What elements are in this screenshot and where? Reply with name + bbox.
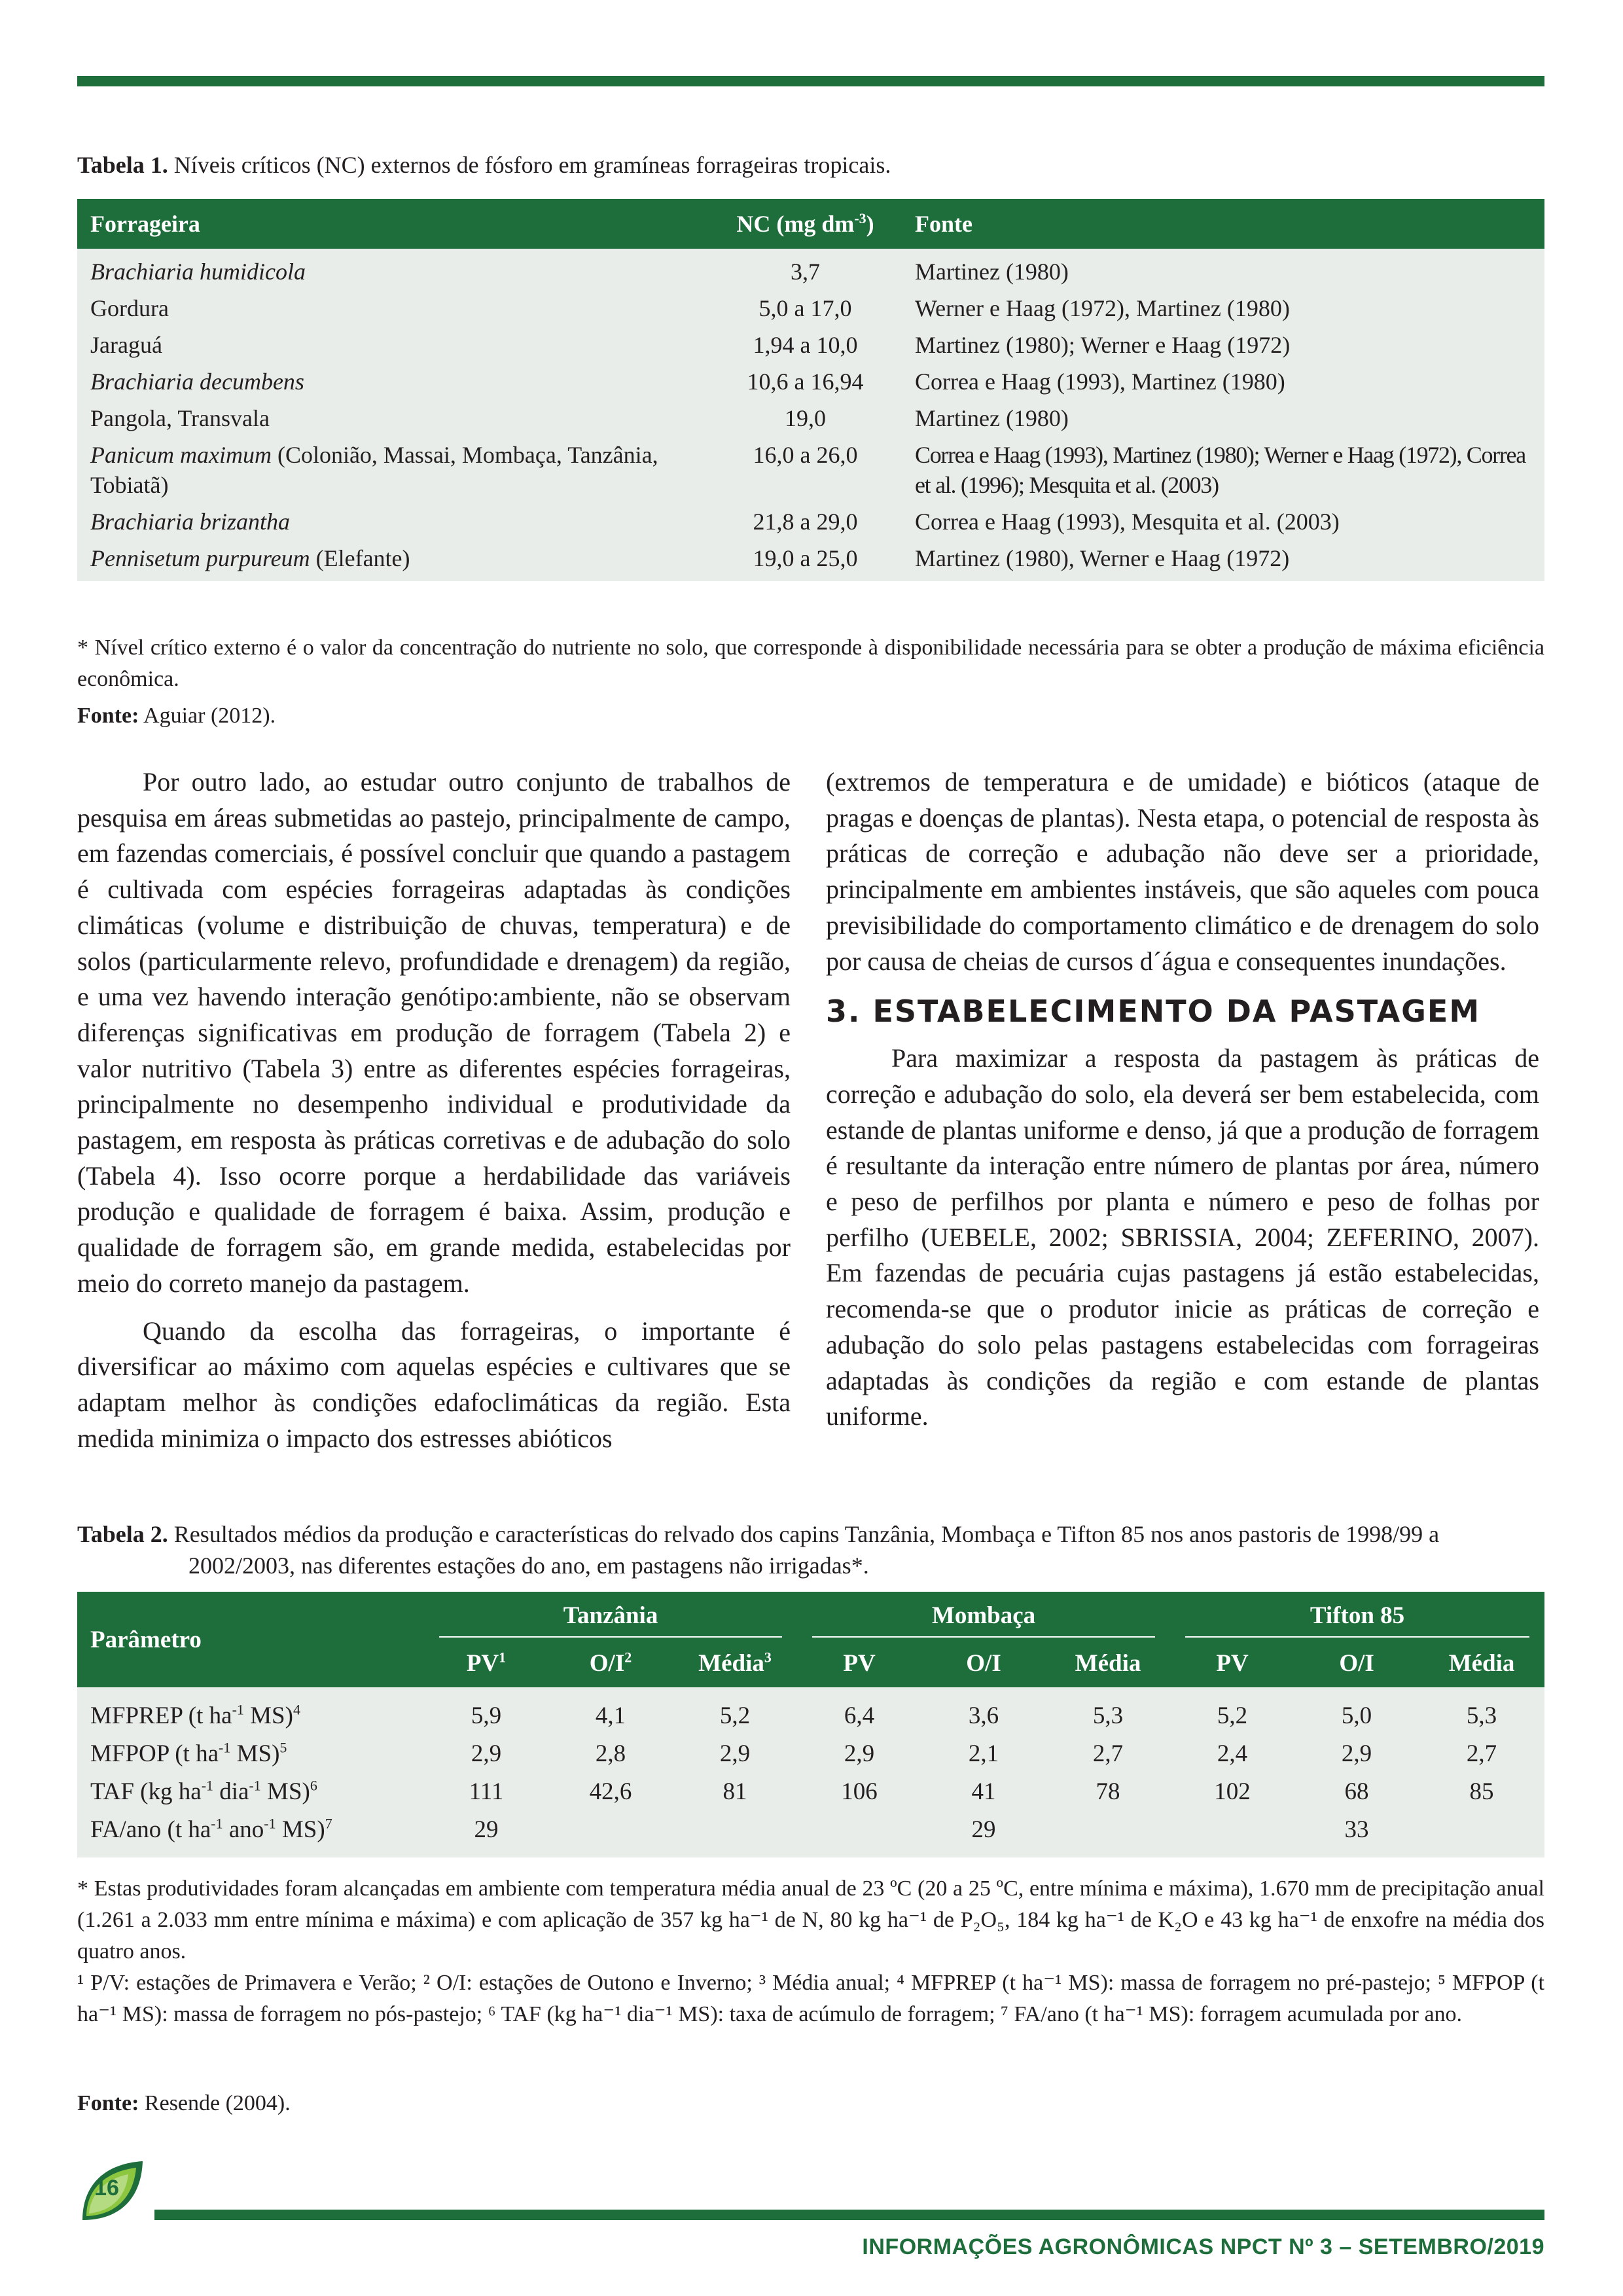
- table-row: [77, 1810, 1544, 1857]
- value-cell: [1046, 1810, 1170, 1857]
- parameter-text: dia: [213, 1778, 249, 1805]
- parameter-sup: 7: [325, 1815, 332, 1832]
- forrageira-cell: [77, 503, 709, 540]
- nc-cell: 19,0 a 25,0: [753, 545, 858, 571]
- subheader-text: O/I: [589, 1649, 625, 1677]
- forrageira-cell: [77, 249, 709, 290]
- value-cell: 4,1: [595, 1702, 626, 1729]
- value-cell: 85: [1469, 1778, 1494, 1805]
- subheader-media: [673, 1639, 797, 1687]
- fonte-cell: Martinez (1980); Werner e Haag (1972): [915, 332, 1291, 358]
- subheader-oi: O/I: [921, 1639, 1046, 1687]
- nc-header-text: NC (mg dm: [736, 211, 855, 237]
- value-cell: 6,4: [844, 1702, 875, 1729]
- species-rest: (Elefante): [310, 545, 410, 571]
- parameter-sup: 4: [293, 1701, 300, 1718]
- value-cell: 33: [1344, 1816, 1369, 1843]
- table-row: [77, 327, 1544, 363]
- parameter-sup: -1: [219, 1739, 231, 1756]
- fonte-cell: Martinez (1980): [915, 405, 1069, 431]
- nc-cell: 3,7: [791, 259, 820, 285]
- section-heading: 3. ESTABELECIMENTO DA PASTAGEM: [826, 994, 1481, 1030]
- right-column: [826, 764, 1539, 1446]
- journal-footer: INFORMAÇÕES AGRONÔMICAS NPCT Nº 3 – SETEMBRO/2019: [862, 2234, 1544, 2259]
- bottom-rule: [154, 2210, 1544, 2220]
- table2-notes: [77, 1873, 1544, 2030]
- subheader-oi: [548, 1639, 673, 1687]
- value-cell: 68: [1344, 1778, 1369, 1805]
- table2: [77, 1592, 1544, 1857]
- subheader-oi: O/I: [1294, 1639, 1419, 1687]
- table1-source: [77, 700, 1544, 732]
- species-rest: Pangola, Transvala: [90, 405, 270, 431]
- parameter-text: MS): [230, 1740, 280, 1767]
- table2-group-tifton: [1170, 1592, 1544, 1639]
- fonte-cell: Correa e Haag (1993), Martinez (1980); Werner e Haag (1972), Correa et al. (1996); Mesquita et al. (2003): [915, 442, 1525, 498]
- table1-header-fonte: Fonte: [902, 199, 1544, 249]
- table2-source-label: Fonte:: [77, 2091, 139, 2115]
- value-cell: 78: [1096, 1778, 1120, 1805]
- fonte-cell: Martinez (1980), Werner e Haag (1972): [915, 545, 1290, 571]
- group-underline: [812, 1636, 1155, 1638]
- value-cell: [1419, 1810, 1544, 1857]
- value-cell: 81: [722, 1778, 747, 1805]
- subheader-pv: PV: [797, 1639, 921, 1687]
- table2-caption: [77, 1518, 1544, 1581]
- value-cell: 5,3: [1092, 1702, 1124, 1729]
- table-row: [77, 503, 1544, 540]
- table2-note-star: * Estas produtividades foram alcançadas em ambiente com temperatura média anual de 23 ºC (20 a 25 ºC, entre mínima e máxima), 1.670 mm de precipitação anual (1.261 a 2.033 mm entre mínima e máxima) e com aplicação de 357 kg ha⁻¹ de N, 80 kg ha⁻¹ de P₂O₅, 184 kg ha⁻¹ de K₂O e 43 kg ha⁻¹ de enxofre na média dos quatro anos.: [77, 1876, 1544, 1964]
- table2-wrapper: [77, 1592, 1544, 1857]
- value-cell: 29: [971, 1816, 996, 1843]
- parameter-sup: -1: [264, 1815, 276, 1832]
- table2-header-parametro: Parâmetro: [77, 1592, 424, 1687]
- parameter-text: MS): [276, 1816, 325, 1843]
- value-cell: 41: [971, 1778, 996, 1805]
- subheader-sup: 3: [764, 1649, 772, 1666]
- forrageira-cell: [77, 290, 709, 327]
- nc-header-sup: -3: [854, 210, 866, 226]
- value-cell: [1170, 1810, 1294, 1857]
- table1-caption-text: Níveis críticos (NC) externos de fósforo em gramíneas forrageiras tropicais.: [168, 152, 891, 178]
- table-row: [77, 290, 1544, 327]
- paragraph: (extremos de temperatura e de umidade) e bióticos (ataque de pragas e doenças de plantas). Nesta etapa, o potencial de resposta às práticas de correção e adubação não deve ser a prioridade, principalmente em ambientes instáveis, que são aqueles com pouca previsibilidade do comportamento climático e de drenagem do solo por causa de cheias de cursos d´água e consequentes inundações.: [826, 767, 1539, 976]
- table2-group-tanzania: [424, 1592, 797, 1639]
- table1-note: * Nível crítico externo é o valor da concentração do nutriente no solo, que corresponde à disponibilidade necessária para se obter a produção de máxima eficiência econômica.: [77, 636, 1544, 691]
- species-italic: Brachiaria humidicola: [90, 259, 306, 285]
- table-row: [77, 400, 1544, 437]
- subheader-text: Média: [698, 1649, 764, 1677]
- parameter-text: MFPOP (t ha: [90, 1740, 219, 1767]
- nc-header-close: ): [866, 211, 874, 237]
- parameter-text: MS): [243, 1702, 293, 1729]
- species-italic: Panicum maximum: [90, 442, 272, 468]
- value-cell: 2,8: [595, 1740, 626, 1767]
- parameter-sup: -1: [201, 1777, 214, 1794]
- table-row: [77, 249, 1544, 290]
- left-column: [77, 764, 791, 1468]
- subheader-sup: 2: [624, 1649, 632, 1666]
- table1-header-forrageira: Forrageira: [77, 199, 709, 249]
- parameter-text: FA/ano (t ha: [90, 1816, 211, 1843]
- parameter-sup: -1: [232, 1701, 244, 1718]
- group-label: Tanzânia: [563, 1602, 658, 1629]
- forrageira-cell: [77, 400, 709, 437]
- forrageira-cell: [77, 327, 709, 363]
- group-label: Tifton 85: [1310, 1602, 1405, 1629]
- value-cell: 29: [474, 1816, 499, 1843]
- value-cell: 2,9: [844, 1740, 875, 1767]
- subheader-pv: [424, 1639, 548, 1687]
- subheader-text: PV: [466, 1649, 499, 1677]
- nc-cell: 10,6 a 16,94: [747, 368, 864, 395]
- value-cell: 2,9: [471, 1740, 502, 1767]
- value-cell: 2,1: [968, 1740, 999, 1767]
- fonte-cell: Correa e Haag (1993), Martinez (1980): [915, 368, 1285, 395]
- forrageira-cell: [77, 363, 709, 400]
- group-underline: [439, 1636, 782, 1638]
- table2-caption-text: Resultados médios da produção e características do relvado dos capins Tanzânia, Mombaça e Tifton 85 nos anos pastoris de 1998/99 a 2002/2003, nas diferentes estações do ano, em pastagens não irrigadas*.: [168, 1521, 1440, 1579]
- group-label: Mombaça: [931, 1602, 1036, 1629]
- value-cell: 2,9: [719, 1740, 751, 1767]
- value-cell: 5,0: [1341, 1702, 1372, 1729]
- parameter-sup: 6: [310, 1777, 317, 1794]
- value-cell: [797, 1810, 921, 1857]
- parameter-sup: -1: [211, 1815, 223, 1832]
- value-cell: 5,2: [719, 1702, 751, 1729]
- table-row: [77, 1687, 1544, 1734]
- value-cell: 5,3: [1466, 1702, 1497, 1729]
- nc-cell: 19,0: [785, 405, 826, 431]
- table1-caption-label: Tabela 1.: [77, 152, 168, 178]
- value-cell: 5,2: [1217, 1702, 1248, 1729]
- value-cell: 106: [841, 1778, 878, 1805]
- parameter-text: MFPREP (t ha: [90, 1702, 232, 1729]
- value-cell: 42,6: [589, 1778, 632, 1805]
- parameter-text: TAF (kg ha: [90, 1778, 202, 1805]
- table1-header-nc: [709, 199, 902, 249]
- species-italic: Brachiaria decumbens: [90, 368, 304, 395]
- parameter-sup: -1: [249, 1777, 261, 1794]
- value-cell: [673, 1810, 797, 1857]
- subheader-media: Média: [1046, 1639, 1170, 1687]
- table-row: [77, 1772, 1544, 1810]
- table-row: [77, 540, 1544, 581]
- table1-header-row: [77, 199, 1544, 249]
- table-row: [77, 437, 1544, 503]
- table2-caption-label: Tabela 2.: [77, 1521, 168, 1547]
- parameter-cell: [77, 1734, 424, 1772]
- parameter-cell: [77, 1810, 424, 1857]
- species-rest: Gordura: [90, 295, 169, 321]
- forrageira-cell: [77, 540, 709, 581]
- value-cell: 2,9: [1341, 1740, 1372, 1767]
- top-rule: [77, 76, 1544, 86]
- species-rest: (Colonião, Massai, Mombaça, Tanzânia, Tobiatã): [90, 442, 658, 498]
- value-cell: 111: [469, 1778, 504, 1805]
- table1-source-label: Fonte:: [77, 704, 139, 728]
- parameter-cell: [77, 1772, 424, 1810]
- nc-cell: 5,0 a 17,0: [758, 295, 852, 321]
- fonte-cell: Martinez (1980): [915, 259, 1069, 285]
- parameter-text: MS): [260, 1778, 310, 1805]
- group-underline: [1185, 1636, 1529, 1638]
- parameter-sup: 5: [279, 1739, 287, 1756]
- species-rest: Jaraguá: [90, 332, 162, 358]
- fonte-cell: Correa e Haag (1993), Mesquita et al. (2003): [915, 509, 1340, 535]
- value-cell: [548, 1810, 673, 1857]
- value-cell: 3,6: [968, 1702, 999, 1729]
- table2-header-row-1: [77, 1592, 1544, 1639]
- subheader-pv: PV: [1170, 1639, 1294, 1687]
- nc-cell: 1,94 a 10,0: [753, 332, 858, 358]
- table2-source-text: Resende (2004).: [139, 2091, 291, 2115]
- subheader-media: Média: [1419, 1639, 1544, 1687]
- value-cell: 5,9: [471, 1702, 502, 1729]
- paragraph: Por outro lado, ao estudar outro conjunto de trabalhos de pesquisa em áreas submetidas ao pastejo, principalmente de campo, em fazendas comerciais, é possível concluir que quando a pastagem é cultivada com espécies forrageiras adaptadas às condições climáticas (volume e distribuição de chuvas, temperatura) e de solos (particularmente relevo, profundidade e drenagem) da região, e uma vez havendo interação genótipo:ambiente, não se observam diferenças significativas em produção de forragem (Tabela 2) e valor nutritivo (Tabela 3) entre as diferentes espécies forrageiras, principalmente no desempenho individual e produtividade da pastagem, em resposta às práticas corretivas e de adubação do solo (Tabela 4). Isso ocorre porque a herdabilidade das variáveis produção e qualidade de forragem é baixa. Assim, produção e qualidade de forragem são, em grande medida, estabelecidas por meio do correto manejo da pastagem.: [77, 767, 791, 1298]
- value-cell: 102: [1214, 1778, 1251, 1805]
- paragraph: Quando da escolha das forrageiras, o importante é diversificar ao máximo com aquelas espécies e cultivares que se adaptam melhor às condições edafoclimáticas da região. Esta medida minimiza o impacto dos estresses abióticos: [77, 1316, 791, 1453]
- table2-body: [77, 1687, 1544, 1857]
- table-row: [77, 1734, 1544, 1772]
- forrageira-cell: [77, 437, 709, 503]
- page-number: 16: [94, 2176, 119, 2200]
- value-cell: 2,7: [1092, 1740, 1124, 1767]
- value-cell: 2,7: [1466, 1740, 1497, 1767]
- species-italic: Pennisetum purpureum: [90, 545, 310, 571]
- table1-caption: [77, 149, 1543, 181]
- nc-cell: 21,8 a 29,0: [753, 509, 858, 535]
- table2-group-mombaca: [797, 1592, 1170, 1639]
- species-italic: Brachiaria brizantha: [90, 509, 291, 535]
- parameter-text: ano: [223, 1816, 264, 1843]
- table1: [77, 199, 1544, 581]
- paragraph: Para maximizar a resposta da pastagem às práticas de correção e adubação do solo, ela deverá ser bem estabelecida, com estande de plantas uniforme e denso, já que a produção de forragem é resultante da interação entre número de plantas por área, número e peso de perfilhos por planta e número e peso de folhas por perfilho (UEBELE, 2002; SBRISSIA, 2004; ZEFERINO, 2007). Em fazendas de pecuária cujas pastagens já estão estabelecidas, recomenda-se que o produtor inicie as práticas de correção e adubação do solo pelas pastagens estabelecidas com forrageiras adaptadas às condições da região e com estande de plantas uniforme.: [826, 1043, 1539, 1431]
- subheader-sup: 1: [499, 1649, 507, 1666]
- value-cell: 2,4: [1217, 1740, 1248, 1767]
- table2-note-abbreviations: ¹ P/V: estações de Primavera e Verão; ² O/I: estações de Outono e Inverno; ³ Média anual; ⁴ MFPREP (t ha⁻¹ MS): massa de forragem no pré-pastejo; ⁵ MFPOP (t ha⁻¹ MS): massa de forragem no pós-pastejo; ⁶ TAF (kg ha⁻¹ dia⁻¹ MS): taxa de acúmulo de forragem; ⁷ FA/ano (t ha⁻¹ MS): forragem acumulada por ano.: [77, 1971, 1544, 2026]
- table1-source-text: Aguiar (2012).: [139, 704, 276, 728]
- parameter-cell: [77, 1687, 424, 1734]
- nc-cell: 16,0 a 26,0: [753, 442, 858, 468]
- table2-source: [77, 2088, 1544, 2119]
- table-row: [77, 363, 1544, 400]
- fonte-cell: Werner e Haag (1972), Martinez (1980): [915, 295, 1290, 321]
